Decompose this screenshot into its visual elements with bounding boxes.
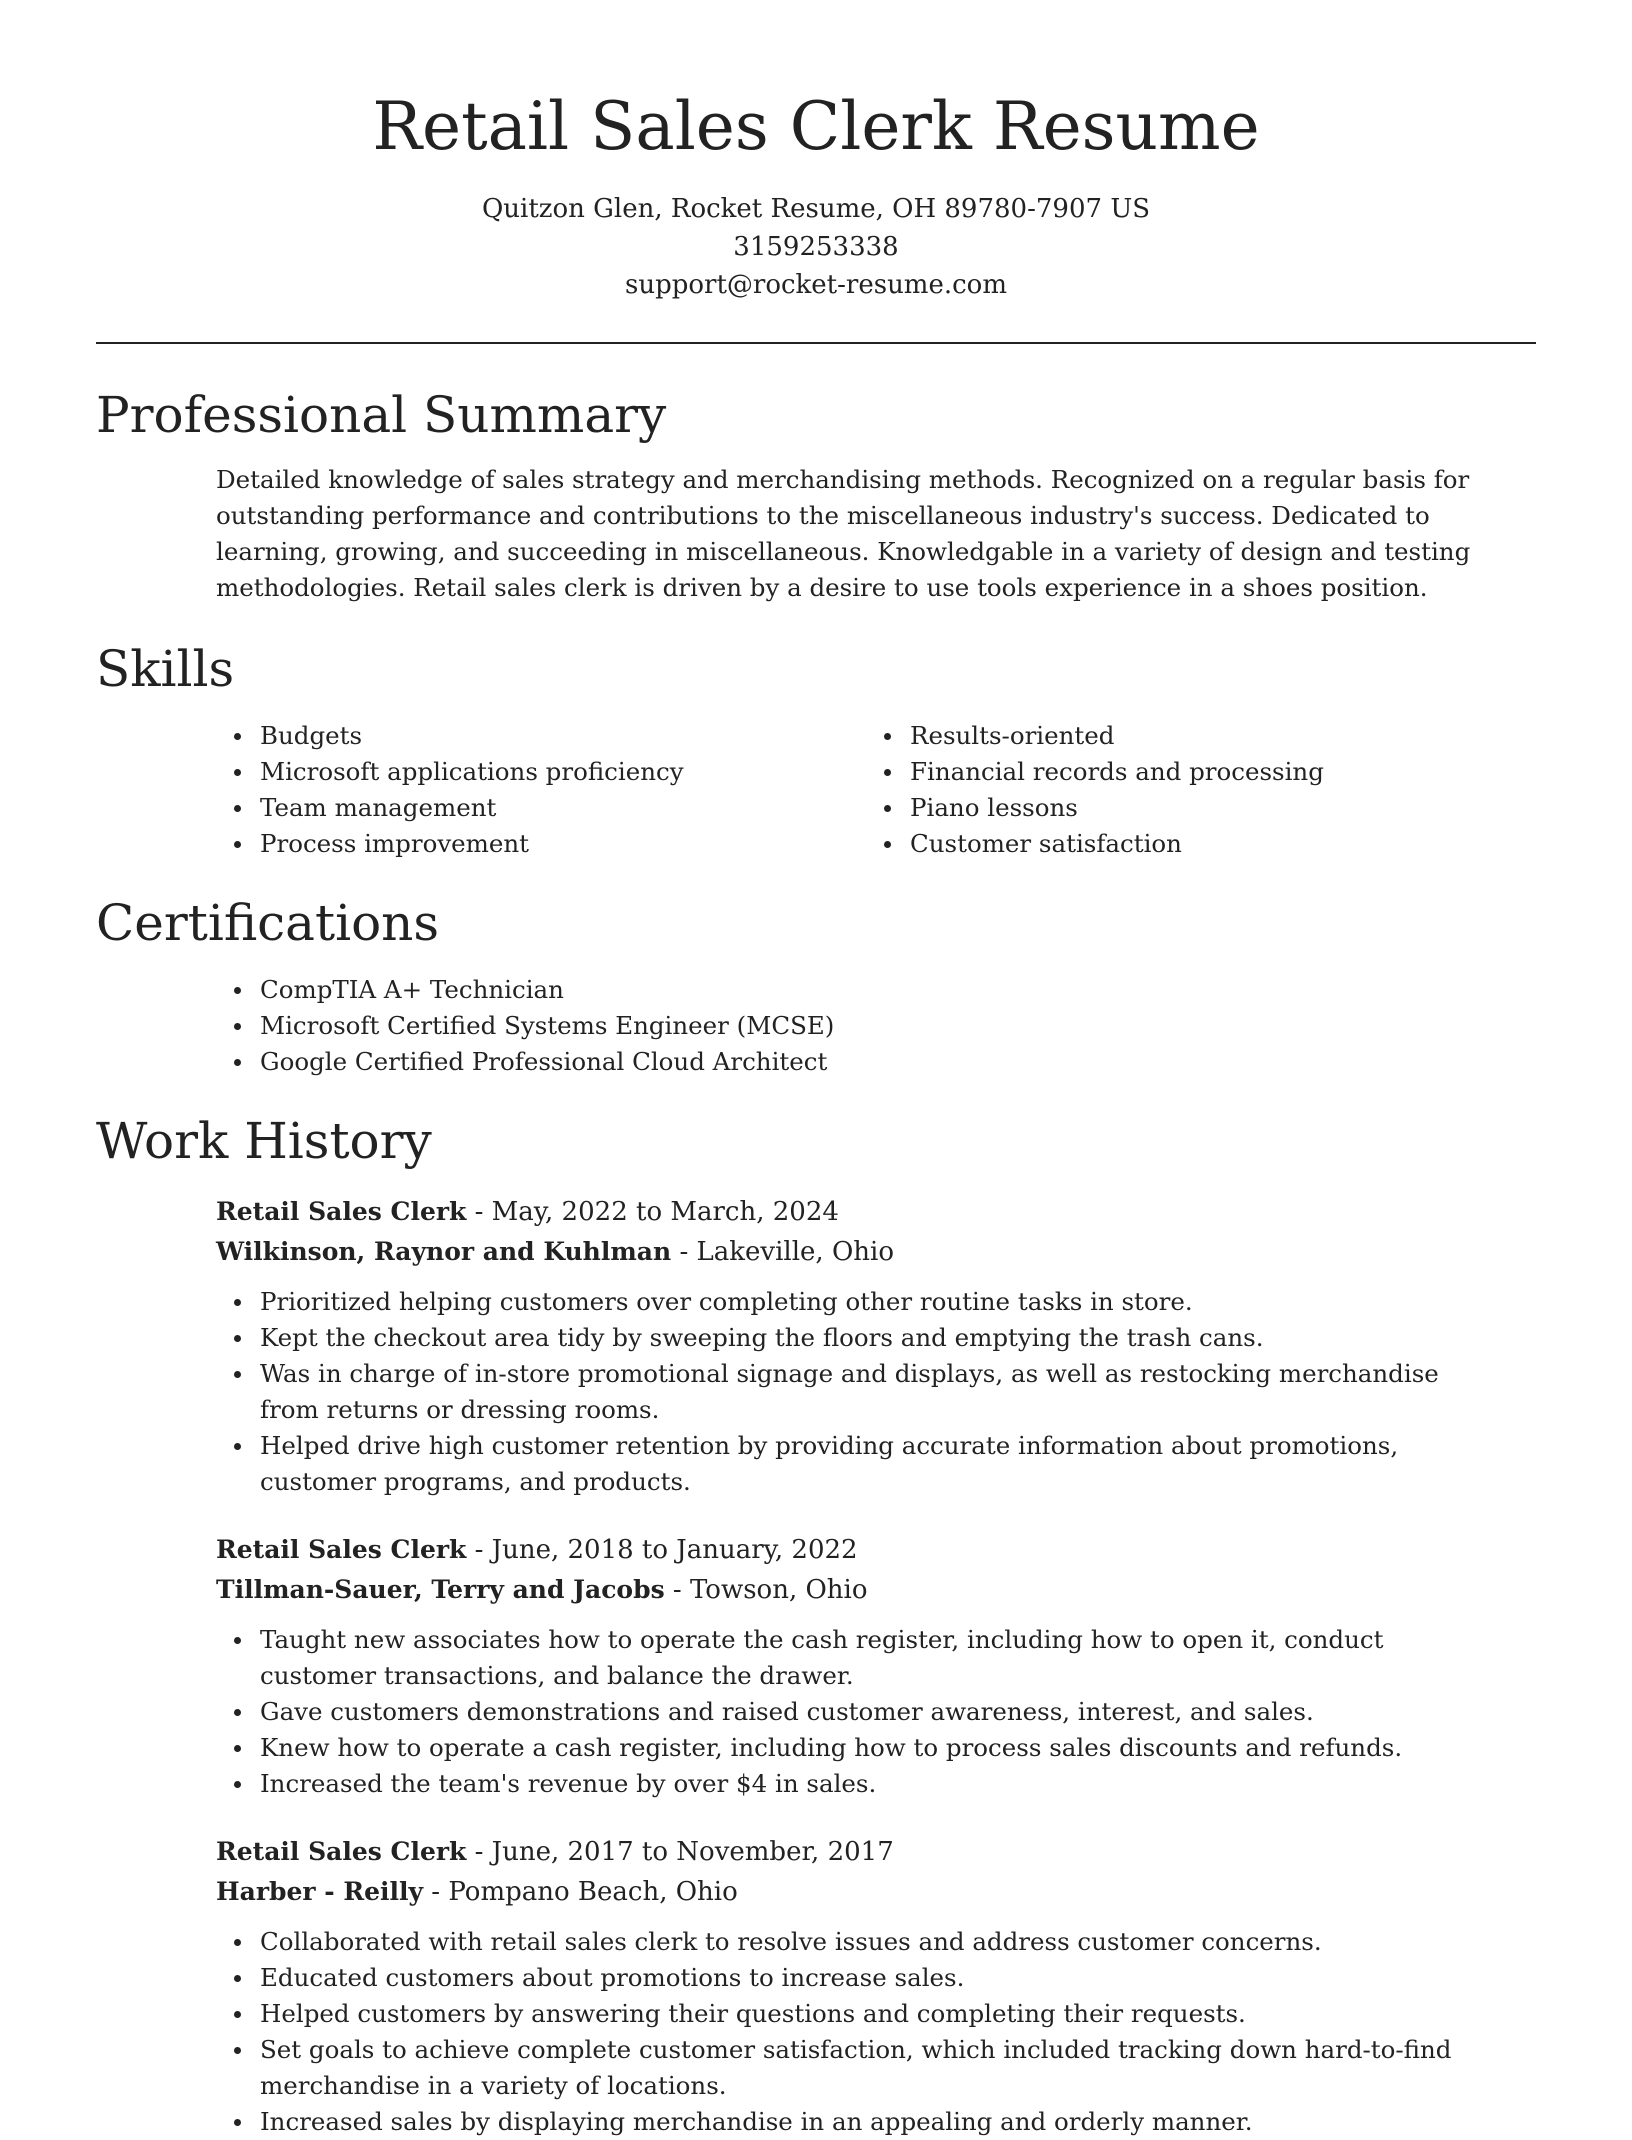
resume-header: [96, 0, 1536, 304]
job-company-line: [216, 1232, 1536, 1272]
job-title-line: [216, 1530, 1536, 1570]
contact-address: Quitzon Glen, Rocket Resume, OH 89780-7907 US: [481, 194, 1151, 224]
skills-section: [96, 636, 1536, 862]
resume-page: [96, 0, 1536, 2136]
job-company: Wilkinson, Raynor and Kuhlman: [216, 1237, 672, 1266]
job-bullet: Was in charge of in-store promotional signage and displays, as well as restocking merchandise from returns or dressing rooms.: [216, 1356, 1536, 1428]
job-bullet: Increased sales by displaying merchandise in an appealing and orderly manner.: [216, 2104, 1536, 2140]
job-bullet: Increased the team's revenue by over $4 in sales.: [216, 1766, 1536, 1802]
job-bullets: [216, 1284, 1536, 1500]
summary-text: Detailed knowledge of sales strategy and merchandising methods. Recognized on a regular basis for outstanding performance and contributions to the miscellaneous industry's success. Dedicated to learning, growing, and succeeding in miscellaneous. Knowledgable in a variety of design and testing methodologies. Retail sales clerk is driven by a desire to use tools experience in a shoes position.: [216, 465, 1471, 602]
job-bullets: [216, 1924, 1536, 2140]
job-bullet: Kept the checkout area tidy by sweeping the floors and emptying the trash cans.: [216, 1320, 1536, 1356]
job-company-line: [216, 1570, 1536, 1610]
summary-section: [96, 382, 1536, 606]
job-bullet: Helped customers by answering their questions and completing their requests.: [216, 1996, 1536, 2032]
job-company-line: [216, 1872, 1536, 1912]
job-title: Retail Sales Clerk: [216, 1197, 467, 1226]
job-title: Retail Sales Clerk: [216, 1535, 467, 1564]
skills-columns: [216, 718, 1536, 862]
job-entry: [216, 1530, 1536, 1802]
certification-item: Google Certified Professional Cloud Architect: [216, 1044, 1536, 1080]
job-bullets: [216, 1622, 1536, 1802]
job-bullet: Taught new associates how to operate the cash register, including how to open it, conduct customer transactions, and balance the drawer.: [216, 1622, 1536, 1694]
contact-phone: 3159253338: [733, 232, 899, 262]
contact-email: support@rocket-resume.com: [624, 270, 1007, 300]
job-dates: - June, 2017 to November, 2017: [466, 1837, 894, 1867]
skill-item: Process improvement: [216, 826, 866, 862]
skill-item: Piano lessons: [866, 790, 1516, 826]
skill-item: Results-oriented: [866, 718, 1516, 754]
skill-item: Financial records and processing: [866, 754, 1516, 790]
skill-item: Team management: [216, 790, 866, 826]
resume-title: Retail Sales Clerk Resume: [372, 88, 1260, 165]
work-history-section: [96, 1108, 1536, 2140]
certification-item: CompTIA A+ Technician: [216, 972, 1536, 1008]
job-bullet: Gave customers demonstrations and raised customer awareness, interest, and sales.: [216, 1694, 1536, 1730]
job-bullet: Helped drive high customer retention by providing accurate information about promotions, customer programs, and products.: [216, 1428, 1536, 1500]
job-title-line: [216, 1192, 1536, 1232]
job-entry: [216, 1832, 1536, 2140]
contact-info: [96, 190, 1536, 304]
job-location: - Towson, Ohio: [664, 1575, 868, 1605]
header-divider: [96, 342, 1536, 344]
certifications-list: [216, 972, 1536, 1080]
skill-item: Customer satisfaction: [866, 826, 1516, 862]
skill-item: Microsoft applications proficiency: [216, 754, 866, 790]
job-dates: - June, 2018 to January, 2022: [466, 1535, 858, 1565]
job-title: Retail Sales Clerk: [216, 1837, 467, 1866]
job-bullet: Prioritized helping customers over completing other routine tasks in store.: [216, 1284, 1536, 1320]
job-bullet: Educated customers about promotions to increase sales.: [216, 1960, 1536, 1996]
summary-heading: Professional Summary: [96, 386, 667, 444]
job-location: - Pompano Beach, Ohio: [423, 1877, 738, 1907]
skill-item: Budgets: [216, 718, 866, 754]
job-bullet: Knew how to operate a cash register, including how to process sales discounts and refunds.: [216, 1730, 1536, 1766]
job-company: Harber - Reilly: [216, 1877, 424, 1906]
job-dates: - May, 2022 to March, 2024: [466, 1197, 839, 1227]
job-bullet: Set goals to achieve complete customer satisfaction, which included tracking down hard-to-find merchandise in a variety of locations.: [216, 2032, 1536, 2104]
job-company: Tillman-Sauer, Terry and Jacobs: [216, 1575, 665, 1604]
skills-list-left: [216, 718, 866, 862]
job-title-line: [216, 1832, 1536, 1872]
work-history-heading: Work History: [96, 1112, 432, 1170]
skills-list-right: [866, 718, 1516, 862]
certifications-section: [96, 890, 1536, 1080]
job-location: - Lakeville, Ohio: [671, 1237, 894, 1267]
skills-heading: Skills: [96, 640, 235, 698]
job-bullet: Collaborated with retail sales clerk to resolve issues and address customer concerns.: [216, 1924, 1536, 1960]
job-entry: [216, 1192, 1536, 1500]
certification-item: Microsoft Certified Systems Engineer (MCSE): [216, 1008, 1536, 1044]
certifications-heading: Certifications: [96, 894, 440, 952]
